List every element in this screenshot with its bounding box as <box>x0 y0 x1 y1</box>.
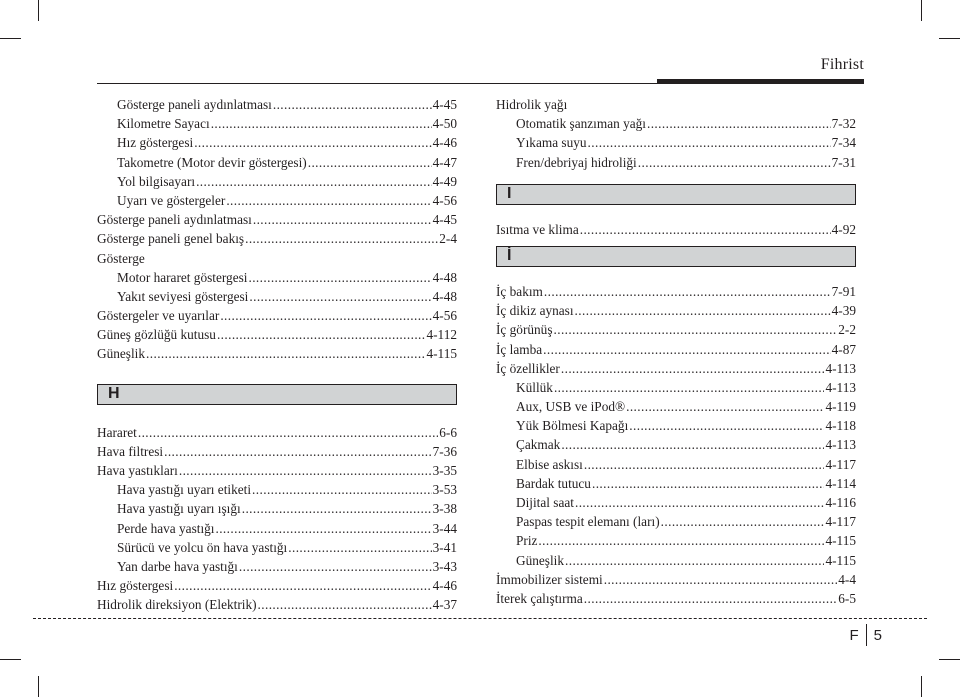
entry-label: Otomatik şanzıman yağı <box>516 116 646 132</box>
dot-leader <box>174 576 431 595</box>
dot-leader <box>661 512 825 531</box>
entry-label: İç özellikler <box>496 360 560 376</box>
entry-label: Hız göstergesi <box>117 135 194 151</box>
spacer <box>97 405 457 423</box>
index-subentry <box>97 557 457 576</box>
dot-leader <box>217 325 426 344</box>
index-subentry <box>496 397 856 416</box>
entry-label: Perde hava yastığı <box>117 520 215 536</box>
entry-label: Kilometre Sayacı <box>117 116 210 132</box>
index-column-left <box>97 95 457 615</box>
dot-leader <box>226 191 431 210</box>
dot-leader <box>196 172 432 191</box>
entry-page: 4-46 <box>432 135 457 151</box>
dot-leader <box>592 474 825 493</box>
entry-label: Hava filtresi <box>97 443 164 459</box>
crop-mark <box>38 0 39 21</box>
entry-page: 4-87 <box>831 341 856 357</box>
index-subentry <box>496 114 856 133</box>
entry-page: 4-92 <box>831 221 856 237</box>
entry-page: 2-4 <box>439 231 457 247</box>
entry-page: 3-44 <box>432 520 457 536</box>
entry-page: 4-47 <box>432 154 457 170</box>
entry-label: Güneşlik <box>97 346 146 362</box>
spacer <box>496 172 856 184</box>
entry-label: Yıkama suyu <box>516 135 587 151</box>
index-entry <box>97 442 457 461</box>
crop-mark <box>939 38 960 39</box>
entry-label: Priz <box>516 533 538 549</box>
entry-page: 4-117 <box>825 514 856 530</box>
entry-page: 7-31 <box>831 154 856 170</box>
entry-label: Elbise askısı <box>516 456 583 472</box>
entry-page: 4-56 <box>432 308 457 324</box>
entry-page: 7-32 <box>831 116 856 132</box>
index-subentry <box>97 519 457 538</box>
crop-mark <box>921 0 922 21</box>
entry-label: Güneşlik <box>516 552 565 568</box>
entry-page: 4-113 <box>825 437 856 453</box>
index-entry <box>97 249 457 268</box>
crop-mark <box>939 659 960 660</box>
index-entry <box>97 306 457 325</box>
entry-label: Gösterge paneli genel bakış <box>97 231 245 247</box>
crop-mark <box>921 676 922 697</box>
entry-page: 3-53 <box>432 482 457 498</box>
entry-page: 3-35 <box>432 463 457 478</box>
index-entry <box>97 210 457 229</box>
entry-label: İç lamba <box>496 341 543 357</box>
entry-label: İterek çalıştırma <box>496 590 583 606</box>
entry-label: Güneş gözlüğü kutusu <box>97 327 216 343</box>
index-subentry <box>496 455 856 474</box>
dot-leader <box>252 480 432 499</box>
entry-label: Yol bilgisayarı <box>117 173 196 189</box>
crop-mark <box>0 38 21 39</box>
entry-label: Gösterge <box>97 250 145 266</box>
section-header <box>496 246 856 267</box>
index-entry <box>496 570 856 589</box>
entry-label: İmmobilizer sistemi <box>496 571 603 587</box>
entry-label: Isıtma ve klima <box>496 221 579 237</box>
entry-page: 3-38 <box>432 501 457 517</box>
spacer <box>97 364 457 384</box>
index-subentry <box>97 153 457 172</box>
entry-label: Takometre (Motor devir göstergesi) <box>117 154 307 170</box>
index-subentry <box>97 499 457 518</box>
index-subentry <box>97 268 457 287</box>
index-entry <box>97 461 457 480</box>
entry-page: 4-45 <box>432 212 457 228</box>
dot-leader <box>638 153 831 172</box>
dot-leader <box>164 442 432 461</box>
entry-page: 4-37 <box>432 597 457 613</box>
spacer <box>496 205 856 220</box>
dot-leader <box>629 416 824 435</box>
entry-page: 4-115 <box>825 552 856 568</box>
index-subentry <box>97 538 457 557</box>
entry-page: 4-114 <box>825 475 856 491</box>
dot-leader <box>273 95 432 114</box>
entry-page: 4-39 <box>831 303 856 319</box>
index-column-right <box>496 95 856 608</box>
index-entry <box>97 325 457 344</box>
section-letter: F <box>849 626 859 644</box>
entry-label: Gösterge paneli aydınlatması <box>117 97 272 112</box>
entry-label: Hava yastığı uyarı etiketi <box>117 482 252 498</box>
entry-page: 4-46 <box>432 578 457 594</box>
section-header <box>496 184 856 205</box>
entry-label: Uyarı ve göstergeler <box>117 192 226 208</box>
index-entry <box>496 95 856 114</box>
entry-label: Dijital saat <box>516 495 574 510</box>
dot-leader <box>242 499 432 518</box>
dot-leader <box>575 493 824 512</box>
entry-label: Yük Bölmesi Kapağı <box>516 418 629 434</box>
index-entry <box>97 595 457 614</box>
section-letter: İ <box>507 247 512 265</box>
dot-leader <box>194 133 431 152</box>
index-subentry <box>496 493 856 512</box>
index-entry <box>496 340 856 359</box>
index-entry <box>496 282 856 301</box>
index-subentry <box>496 512 856 531</box>
entry-page: 4-115 <box>426 346 457 362</box>
entry-page: 4-119 <box>825 399 856 415</box>
section-letter: H <box>108 385 120 403</box>
index-entry <box>97 229 457 248</box>
page-separator <box>866 624 867 646</box>
dot-leader <box>248 268 431 287</box>
entry-page: 4-49 <box>432 173 457 189</box>
index-subentry <box>496 531 856 550</box>
entry-page: 3-43 <box>432 558 457 574</box>
entry-label: Aux, USB ve iPod® <box>516 399 626 415</box>
dot-leader <box>308 153 432 172</box>
index-entry <box>496 301 856 320</box>
index-entry <box>496 220 856 239</box>
dot-leader <box>584 589 838 608</box>
footer-rule <box>33 618 927 619</box>
entry-label: Küllük <box>516 379 553 395</box>
entry-label: Hava yastıkları <box>97 463 178 478</box>
index-subentry <box>496 133 856 152</box>
dot-leader <box>179 461 432 480</box>
entry-page: 6-5 <box>838 590 856 606</box>
index-subentry <box>496 378 856 397</box>
index-subentry <box>496 474 856 493</box>
entry-page: 4-115 <box>825 533 856 549</box>
entry-label: Motor hararet göstergesi <box>117 269 248 285</box>
header-rule-bar <box>657 79 864 84</box>
entry-label: İç görünüş <box>496 322 553 338</box>
dot-leader <box>554 320 838 339</box>
index-subentry <box>496 435 856 454</box>
dot-leader <box>239 557 432 576</box>
entry-label: İç dikiz aynası <box>496 303 574 319</box>
index-subentry <box>97 172 457 191</box>
crop-mark <box>38 676 39 697</box>
index-entry <box>97 423 457 442</box>
dot-leader <box>626 397 824 416</box>
entry-page: 6-6 <box>439 424 457 440</box>
index-entry <box>496 320 856 339</box>
dot-leader <box>544 282 831 301</box>
entry-page: 7-91 <box>831 283 856 299</box>
index-entry <box>97 576 457 595</box>
crop-mark <box>0 659 21 660</box>
entry-page: 4-113 <box>825 360 856 376</box>
index-entry <box>496 589 856 608</box>
dot-leader <box>580 220 831 239</box>
entry-label: Hidrolik direksiyon (Elektrik) <box>97 597 257 613</box>
dot-leader <box>588 133 831 152</box>
entry-page: 4-112 <box>426 327 457 343</box>
entry-page: 4-45 <box>432 97 457 112</box>
dot-leader <box>138 423 438 442</box>
dot-leader <box>258 595 432 614</box>
dot-leader <box>543 340 830 359</box>
index-subentry <box>496 153 856 172</box>
entry-page: 7-36 <box>432 443 457 459</box>
dot-leader <box>288 538 431 557</box>
entry-label: İç bakım <box>496 283 543 299</box>
page-title: Fihrist <box>820 56 864 73</box>
dot-leader <box>211 114 432 133</box>
entry-label: Hava yastığı uyarı ışığı <box>117 501 241 517</box>
entry-label: Göstergeler ve uyarılar <box>97 308 220 324</box>
dot-leader <box>565 551 824 570</box>
index-subentry <box>496 416 856 435</box>
dot-leader <box>215 519 431 538</box>
spacer <box>496 239 856 246</box>
dot-leader <box>561 435 824 454</box>
entry-label: Bardak tutucu <box>516 475 591 491</box>
page-number <box>849 624 882 646</box>
entry-page: 4-48 <box>432 269 457 285</box>
dot-leader <box>554 378 825 397</box>
dot-leader <box>245 229 438 248</box>
entry-page: 4-48 <box>432 288 457 304</box>
entry-page: 4-117 <box>825 456 856 472</box>
index-entry <box>496 359 856 378</box>
header-rule <box>97 83 657 84</box>
entry-page: 3-41 <box>432 539 457 555</box>
dot-leader <box>249 287 431 306</box>
index-entry <box>97 344 457 363</box>
dot-leader <box>253 210 432 229</box>
entry-page: 4-116 <box>825 495 856 510</box>
entry-label: Hararet <box>97 424 137 440</box>
dot-leader <box>647 114 831 133</box>
entry-label: Fren/debriyaj hidroliği <box>516 154 637 170</box>
entry-label: Çakmak <box>516 437 561 453</box>
entry-label: Yan darbe hava yastığı <box>117 558 238 574</box>
index-subentry <box>97 287 457 306</box>
entry-label: Hız göstergesi <box>97 578 174 594</box>
section-header <box>97 384 457 405</box>
entry-label: Sürücü ve yolcu ön hava yastığı <box>117 539 288 555</box>
dot-leader <box>575 301 831 320</box>
index-subentry <box>97 133 457 152</box>
entry-page: 4-56 <box>432 192 457 208</box>
entry-page: 2-2 <box>838 322 856 338</box>
index-subentry <box>97 95 457 114</box>
index-subentry <box>97 480 457 499</box>
entry-page: 7-34 <box>831 135 856 151</box>
dot-leader <box>538 531 824 550</box>
index-subentry <box>97 191 457 210</box>
dot-leader <box>561 359 825 378</box>
page-digit: 5 <box>873 626 882 644</box>
entry-page: 4-50 <box>432 116 457 132</box>
entry-label: Hidrolik yağı <box>496 97 568 112</box>
dot-leader <box>220 306 431 325</box>
section-letter: I <box>507 185 512 203</box>
dot-leader <box>604 570 838 589</box>
entry-page: 4-118 <box>825 418 856 434</box>
entry-label: Yakıt seviyesi göstergesi <box>117 288 249 304</box>
entry-label: Paspas tespit elemanı (ları) <box>516 514 660 530</box>
index-subentry <box>97 114 457 133</box>
entry-label: Gösterge paneli aydınlatması <box>97 212 252 228</box>
entry-page: 4-4 <box>838 571 856 587</box>
dot-leader <box>146 344 425 363</box>
entry-page: 4-113 <box>825 379 856 395</box>
spacer <box>496 267 856 282</box>
dot-leader <box>584 455 825 474</box>
index-subentry <box>496 551 856 570</box>
